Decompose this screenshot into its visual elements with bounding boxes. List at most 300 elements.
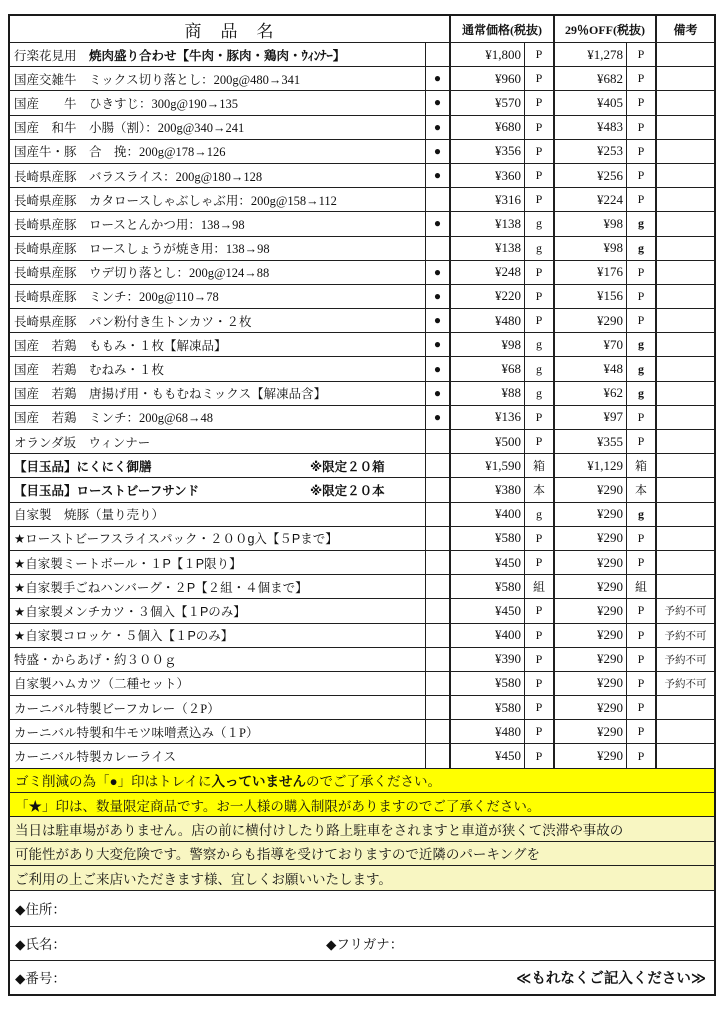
product-name-prefix: 行楽花見用	[14, 48, 90, 63]
no-tray-dot-cell	[426, 599, 451, 622]
discount-price: ¥290	[555, 720, 627, 743]
discount-price-unit: g	[627, 333, 657, 356]
discount-price: ¥98	[555, 212, 627, 235]
discount-price-unit: P	[627, 720, 657, 743]
regular-price: ¥98	[451, 333, 525, 356]
remark-cell	[657, 382, 714, 405]
product-name-cell	[10, 551, 426, 574]
product-name: 【目玉品】ローストビーフサンド	[14, 483, 200, 498]
no-tray-dot-cell	[426, 454, 451, 477]
product-name: ★自家製コロッケ・５個入【１Pのみ】	[14, 629, 234, 644]
remark-cell	[657, 720, 714, 743]
regular-price-unit: P	[525, 140, 555, 163]
regular-price: ¥1,590	[451, 454, 525, 477]
column-header-regular-price: 通常価格(税抜)	[451, 16, 555, 42]
discount-price-unit: g	[627, 212, 657, 235]
regular-price: ¥68	[451, 357, 525, 380]
discount-price-unit: P	[627, 744, 657, 767]
remark-cell	[657, 285, 714, 308]
regular-price-unit: P	[525, 43, 555, 66]
regular-price: ¥360	[451, 164, 525, 187]
product-name: ★自家製メンチカツ・３個入【１Pのみ】	[14, 604, 246, 619]
discount-price-unit: 本	[627, 478, 657, 501]
table-header-row	[10, 16, 714, 42]
column-header-discount-price: 29％OFF(税抜)	[555, 16, 657, 42]
no-tray-dot-cell: ●	[426, 140, 451, 163]
number-label: ◆番号：	[15, 971, 66, 987]
remark-cell	[657, 43, 714, 66]
regular-price-unit: P	[525, 648, 555, 671]
discount-price-unit: P	[627, 648, 657, 671]
no-tray-dot-cell: ●	[426, 261, 451, 284]
no-tray-dot-cell: ●	[426, 91, 451, 114]
regular-price-unit: P	[525, 744, 555, 767]
table-row	[10, 647, 714, 671]
remark-cell	[657, 237, 714, 260]
discount-price-unit: P	[627, 672, 657, 695]
no-tray-dot-cell	[426, 648, 451, 671]
remark-cell	[657, 91, 714, 114]
discount-price-unit: P	[627, 309, 657, 332]
fill-in-note: ≪もれなくご記入ください≫	[516, 970, 706, 987]
discount-price: ¥483	[555, 116, 627, 139]
product-name-cell	[10, 285, 426, 308]
table-row	[10, 598, 714, 622]
table-row	[10, 42, 714, 66]
regular-price: ¥400	[451, 503, 525, 526]
notice-text: 可能性があり大変危険です。警察からも指導を受けておりますので近隣のパーキングを	[15, 847, 541, 863]
regular-price: ¥248	[451, 261, 525, 284]
regular-price-unit: P	[525, 285, 555, 308]
table-row	[10, 381, 714, 405]
regular-price: ¥480	[451, 720, 525, 743]
regular-price-unit: 本	[525, 478, 555, 501]
product-name: カーニバル特製和牛モツ味噌煮込み（１P）	[14, 725, 259, 740]
table-row	[10, 284, 714, 308]
regular-price: ¥480	[451, 309, 525, 332]
notice-text-bold: 入っていません	[211, 774, 306, 790]
address-label: ◆住所：	[15, 902, 66, 918]
discount-price: ¥290	[555, 551, 627, 574]
table-row	[10, 211, 714, 235]
regular-price: ¥580	[451, 696, 525, 719]
discount-price: ¥224	[555, 188, 627, 211]
remark-cell: 予約不可	[664, 678, 707, 690]
regular-price-unit: g	[525, 357, 555, 380]
discount-price: ¥290	[555, 624, 627, 647]
no-tray-dot-cell	[426, 720, 451, 743]
column-header-remarks: 備考	[673, 22, 698, 37]
notice-text: ご利用の上ご来店いただきます様、宜しくお願いいたします。	[15, 871, 392, 887]
table-row	[10, 187, 714, 211]
regular-price: ¥316	[451, 188, 525, 211]
regular-price-unit: g	[525, 333, 555, 356]
product-name: 長崎県産豚 パン粉付き生トンカツ・２枚	[14, 314, 252, 329]
table-row	[10, 502, 714, 526]
product-name: 国産 和牛 小腸（割）：200g@340→241	[14, 121, 245, 136]
regular-price-unit: P	[525, 551, 555, 574]
column-header-product-name: 商 品 名	[10, 16, 451, 42]
no-tray-dot-cell	[426, 672, 451, 695]
regular-price-unit: P	[525, 164, 555, 187]
product-name: 国産 若鶏 ももみ・１枚【解凍品】	[14, 338, 227, 353]
product-name-cell	[10, 43, 426, 66]
regular-price: ¥580	[451, 527, 525, 550]
product-name-cell	[10, 406, 426, 429]
regular-price: ¥500	[451, 430, 525, 453]
notice-row	[10, 841, 714, 865]
product-name: ★ローストビーフスライスパック・２００g入【５Pまで】	[14, 532, 338, 547]
remark-cell	[657, 164, 714, 187]
remark-cell	[657, 333, 714, 356]
discount-price-unit: P	[627, 624, 657, 647]
product-name-cell	[10, 237, 426, 260]
regular-price: ¥390	[451, 648, 525, 671]
regular-price-unit: P	[525, 91, 555, 114]
discount-price-unit: P	[627, 551, 657, 574]
remark-cell	[657, 261, 714, 284]
no-tray-dot-cell	[426, 430, 451, 453]
no-tray-dot-cell: ●	[426, 333, 451, 356]
table-row	[10, 115, 714, 139]
product-name-cell	[10, 164, 426, 187]
remark-cell	[657, 478, 714, 501]
no-tray-dot-cell	[426, 696, 451, 719]
product-name: 焼肉盛り合わせ【牛肉・豚肉・鶏肉・ｳｨﾝﾅｰ】	[89, 48, 346, 63]
remark-cell	[657, 406, 714, 429]
product-name-cell	[10, 696, 426, 719]
regular-price-unit: g	[525, 237, 555, 260]
no-tray-dot-cell: ●	[426, 309, 451, 332]
discount-price: ¥290	[555, 478, 627, 501]
notice-row	[10, 768, 714, 792]
discount-price-unit: P	[627, 164, 657, 187]
product-name-cell	[10, 357, 426, 380]
discount-price: ¥62	[555, 382, 627, 405]
discount-price: ¥290	[555, 527, 627, 550]
regular-price: ¥220	[451, 285, 525, 308]
remark-cell	[657, 357, 714, 380]
product-name: 国産 若鶏 ミンチ：200g@68→48	[14, 411, 214, 426]
discount-price: ¥290	[555, 503, 627, 526]
table-row	[10, 477, 714, 501]
remark-cell	[657, 67, 714, 90]
notice-row	[10, 816, 714, 840]
remark-cell	[657, 744, 714, 767]
table-row	[10, 332, 714, 356]
discount-price-unit: P	[627, 406, 657, 429]
product-name: 長崎県産豚 ロースとんかつ用：138→98	[14, 217, 245, 232]
discount-price-unit: P	[627, 527, 657, 550]
discount-price: ¥70	[555, 333, 627, 356]
table-row	[10, 695, 714, 719]
product-name: 自家製 焼豚（量り売り）	[14, 508, 165, 523]
discount-price: ¥290	[555, 696, 627, 719]
regular-price-unit: P	[525, 261, 555, 284]
table-row	[10, 139, 714, 163]
customer-name-label: ◆氏名：	[15, 937, 66, 953]
regular-price: ¥136	[451, 406, 525, 429]
product-name-cell	[10, 212, 426, 235]
discount-price-unit: P	[627, 599, 657, 622]
product-name: ★自家製ミートボール・１P【１P限り】	[14, 556, 242, 571]
regular-price-unit: P	[525, 599, 555, 622]
no-tray-dot-cell: ●	[426, 67, 451, 90]
order-form-table	[8, 14, 716, 996]
no-tray-dot-cell	[426, 551, 451, 574]
notice-row	[10, 865, 714, 889]
discount-price: ¥256	[555, 164, 627, 187]
discount-price: ¥253	[555, 140, 627, 163]
regular-price: ¥88	[451, 382, 525, 405]
discount-price-unit: g	[627, 382, 657, 405]
remark-cell: 予約不可	[664, 630, 707, 642]
table-row	[10, 66, 714, 90]
discount-price-unit: P	[627, 188, 657, 211]
regular-price: ¥450	[451, 551, 525, 574]
remark-cell	[657, 527, 714, 550]
product-name-cell	[10, 261, 426, 284]
product-name-cell	[10, 648, 426, 671]
table-row	[10, 163, 714, 187]
limited-quantity-note: ※限定２０箱	[310, 459, 385, 474]
no-tray-dot-cell: ●	[426, 164, 451, 187]
product-name-cell	[10, 116, 426, 139]
regular-price-unit: P	[525, 624, 555, 647]
product-name: 長崎県産豚 ロースしょうが焼き用：138→98	[14, 242, 270, 257]
regular-price-unit: P	[525, 406, 555, 429]
discount-price: ¥97	[555, 406, 627, 429]
remark-cell	[657, 503, 714, 526]
table-row	[10, 550, 714, 574]
discount-price-unit: P	[627, 261, 657, 284]
regular-price: ¥138	[451, 237, 525, 260]
discount-price-unit: P	[627, 67, 657, 90]
discount-price-unit: 箱	[627, 454, 657, 477]
remark-cell	[657, 454, 714, 477]
product-name: 国産交雑牛 ミックス切り落とし：200g@480→341	[14, 72, 301, 87]
discount-price: ¥290	[555, 599, 627, 622]
table-row	[10, 453, 714, 477]
product-name: 自家製ハムカツ（二種セット）	[14, 677, 190, 692]
regular-price: ¥570	[451, 91, 525, 114]
no-tray-dot-cell	[426, 624, 451, 647]
table-row	[10, 574, 714, 598]
regular-price: ¥450	[451, 599, 525, 622]
notice-row	[10, 792, 714, 816]
regular-price: ¥580	[451, 672, 525, 695]
table-row	[10, 526, 714, 550]
product-name-cell	[10, 503, 426, 526]
product-name-cell	[10, 430, 426, 453]
discount-price: ¥48	[555, 357, 627, 380]
discount-price-unit: P	[627, 140, 657, 163]
no-tray-dot-cell: ●	[426, 357, 451, 380]
remark-cell	[657, 140, 714, 163]
product-name-cell	[10, 720, 426, 743]
discount-price-unit: P	[627, 43, 657, 66]
product-name-cell	[10, 478, 426, 501]
product-name-cell	[10, 624, 426, 647]
regular-price-unit: P	[525, 309, 555, 332]
product-name-cell	[10, 527, 426, 550]
discount-price: ¥156	[555, 285, 627, 308]
table-row	[10, 623, 714, 647]
discount-price-unit: P	[627, 696, 657, 719]
product-name-cell	[10, 91, 426, 114]
product-name: 国産 若鶏 唐揚げ用・ももむねミックス【解凍品含】	[14, 387, 327, 402]
regular-price: ¥450	[451, 744, 525, 767]
no-tray-dot-cell: ●	[426, 285, 451, 308]
product-name: 長崎県産豚 カタロースしゃぶしゃぶ用：200g@158→112	[14, 193, 337, 208]
regular-price: ¥580	[451, 575, 525, 598]
discount-price: ¥405	[555, 91, 627, 114]
discount-price: ¥355	[555, 430, 627, 453]
regular-price-unit: P	[525, 67, 555, 90]
notice-text: 「★」印は、数量限定商品です。お一人様の購入制限がありますのでご了承ください。	[15, 798, 541, 814]
product-rows	[10, 42, 714, 768]
regular-price: ¥380	[451, 478, 525, 501]
no-tray-dot-cell	[426, 478, 451, 501]
product-name-cell	[10, 672, 426, 695]
table-row	[10, 429, 714, 453]
product-name-cell	[10, 575, 426, 598]
table-row	[10, 671, 714, 695]
product-name: 【目玉品】にくにく御膳	[14, 459, 152, 474]
remark-cell	[657, 430, 714, 453]
no-tray-dot-cell: ●	[426, 406, 451, 429]
table-row	[10, 260, 714, 284]
discount-price: ¥290	[555, 309, 627, 332]
regular-price-unit: g	[525, 382, 555, 405]
product-name-cell	[10, 140, 426, 163]
discount-price: ¥290	[555, 648, 627, 671]
product-name-cell	[10, 454, 426, 477]
remark-cell	[657, 212, 714, 235]
discount-price-unit: g	[627, 357, 657, 380]
regular-price: ¥680	[451, 116, 525, 139]
no-tray-dot-cell	[426, 43, 451, 66]
discount-price-unit: P	[627, 285, 657, 308]
notice-text: ゴミ削減の為「●」印はトレイに	[15, 774, 212, 790]
table-row	[10, 308, 714, 332]
product-name: 国産牛・豚 合 挽：200g@178→126	[14, 145, 226, 160]
regular-price-unit: P	[525, 696, 555, 719]
remark-cell	[657, 575, 714, 598]
regular-price-unit: P	[525, 430, 555, 453]
no-tray-dot-cell	[426, 503, 451, 526]
product-name: オランダ坂 ウィンナー	[14, 435, 151, 450]
discount-price: ¥98	[555, 237, 627, 260]
notice-rows	[10, 768, 714, 890]
discount-price: ¥176	[555, 261, 627, 284]
remark-cell	[657, 116, 714, 139]
table-row	[10, 90, 714, 114]
remark-cell	[657, 188, 714, 211]
regular-price-unit: P	[525, 527, 555, 550]
discount-price-unit: P	[627, 430, 657, 453]
regular-price-unit: P	[525, 116, 555, 139]
notice-text: 当日は駐車場がありません。店の前に横付けしたり路上駐車をされますと車道が狭くて渋滞や事故の	[15, 823, 624, 839]
number-row	[10, 960, 714, 994]
product-name: 長崎県産豚 ウデ切り落とし：200g@124→88	[14, 266, 270, 281]
regular-price-unit: P	[525, 672, 555, 695]
no-tray-dot-cell	[426, 527, 451, 550]
address-row	[10, 890, 714, 926]
regular-price: ¥960	[451, 67, 525, 90]
product-name: 国産 牛 ひきすじ：300g@190→135	[14, 96, 239, 111]
regular-price-unit: P	[525, 188, 555, 211]
table-row	[10, 743, 714, 767]
discount-price: ¥682	[555, 67, 627, 90]
regular-price: ¥400	[451, 624, 525, 647]
name-furigana-row	[10, 926, 714, 960]
product-name: 長崎県産豚 バラスライス：200g@180→128	[14, 169, 263, 184]
remark-cell	[657, 309, 714, 332]
product-name-cell	[10, 382, 426, 405]
product-name: カーニバル特製ビーフカレー（２P）	[14, 701, 220, 716]
discount-price-unit: P	[627, 116, 657, 139]
no-tray-dot-cell	[426, 188, 451, 211]
table-row	[10, 356, 714, 380]
remark-cell: 予約不可	[664, 654, 707, 666]
product-name-cell	[10, 744, 426, 767]
regular-price-unit: 箱	[525, 454, 555, 477]
regular-price: ¥356	[451, 140, 525, 163]
discount-price: ¥1,278	[555, 43, 627, 66]
product-name-cell	[10, 309, 426, 332]
table-row	[10, 719, 714, 743]
no-tray-dot-cell: ●	[426, 382, 451, 405]
no-tray-dot-cell: ●	[426, 116, 451, 139]
regular-price-unit: g	[525, 503, 555, 526]
discount-price: ¥1,129	[555, 454, 627, 477]
discount-price-unit: g	[627, 503, 657, 526]
remark-cell: 予約不可	[664, 606, 707, 618]
regular-price-unit: g	[525, 212, 555, 235]
remark-cell	[657, 551, 714, 574]
table-row	[10, 405, 714, 429]
product-name: カーニバル特製カレーライス	[14, 750, 177, 765]
limited-quantity-note: ※限定２０本	[310, 483, 385, 498]
product-name: 国産 若鶏 むねみ・１枚	[14, 363, 165, 378]
remark-cell	[657, 696, 714, 719]
notice-text: のでご了承ください。	[305, 774, 441, 790]
no-tray-dot-cell	[426, 237, 451, 260]
product-name-cell	[10, 599, 426, 622]
furigana-label: ◆フリガナ：	[326, 937, 404, 953]
table-row	[10, 236, 714, 260]
regular-price: ¥1,800	[451, 43, 525, 66]
regular-price-unit: P	[525, 720, 555, 743]
product-name-cell	[10, 333, 426, 356]
no-tray-dot-cell	[426, 575, 451, 598]
discount-price: ¥290	[555, 672, 627, 695]
discount-price: ¥290	[555, 744, 627, 767]
product-name: ★自家製手ごねハンバーグ・２P【２組・４個まで】	[14, 580, 308, 595]
product-name: 長崎県産豚 ミンチ：200g@110→78	[14, 290, 219, 305]
regular-price-unit: 組	[525, 575, 555, 598]
product-name-cell	[10, 67, 426, 90]
no-tray-dot-cell	[426, 744, 451, 767]
discount-price: ¥290	[555, 575, 627, 598]
regular-price: ¥138	[451, 212, 525, 235]
product-name: 特盛・からあげ・約３００ｇ	[14, 653, 177, 668]
discount-price-unit: g	[627, 237, 657, 260]
product-name-cell	[10, 188, 426, 211]
no-tray-dot-cell: ●	[426, 212, 451, 235]
discount-price-unit: P	[627, 91, 657, 114]
